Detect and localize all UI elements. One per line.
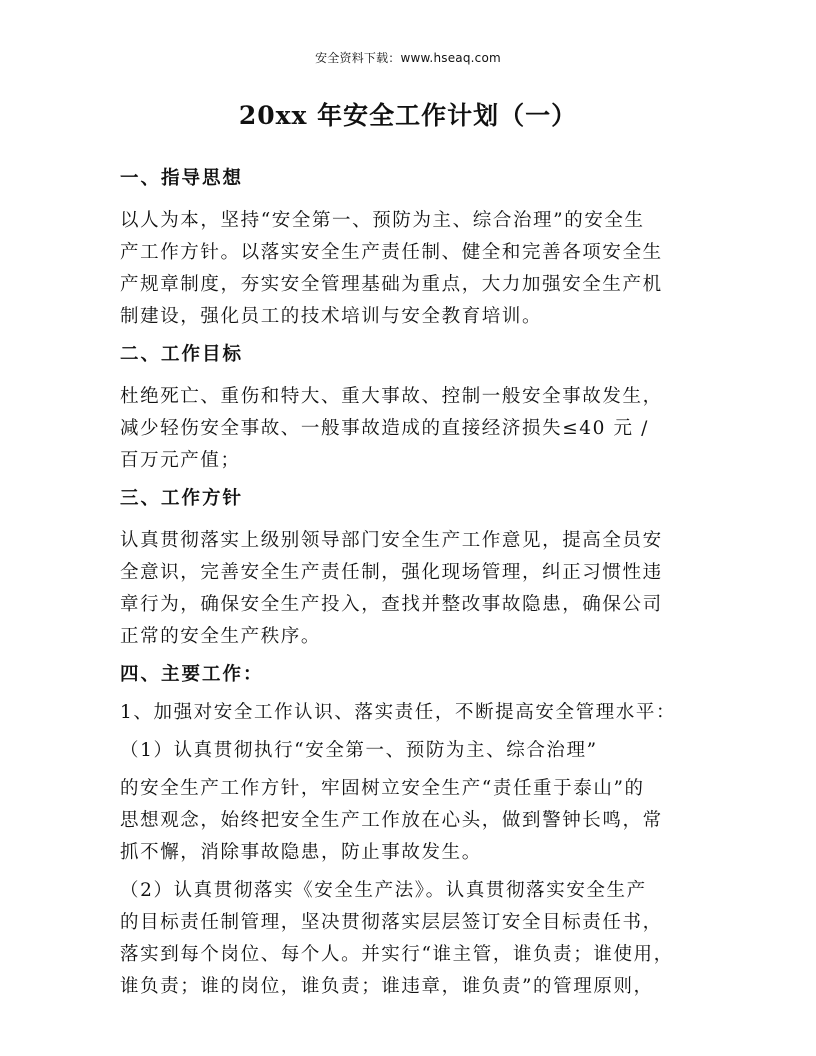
section-heading-work-policy: 三、工作方针 <box>120 488 244 509</box>
download-source-note: 安全资料下载：www.hseaq.com <box>315 51 501 65</box>
main-work-subitem-1-line: （1）认真贯彻执行“安全第一、预防为主、综合治理” <box>120 740 598 761</box>
document-title: 20xx 年安全工作计划（一） <box>238 101 578 130</box>
section-text-work-goals: 杜绝死亡、重伤和特大、重大事故、控制一般安全事故发生， 减少轻伤安全事故、一般事故造成的直接经济损失≤40 元 / 百万元产值； <box>120 386 663 471</box>
main-work-item-1: 1、加强对安全工作认识、落实责任，不断提高安全管理水平： <box>120 702 677 723</box>
document-body <box>120 163 720 1003</box>
section-text-work-policy: 认真贯彻落实上级别领导部门安全生产工作意见，提高全员安 全意识，完善安全生产责任制，强化现场管理，纠正习惯性违 章行为，确保安全生产投入，查找并整改事故隐患，确保公司 正常的安全生产秩序。 <box>120 530 663 647</box>
section-heading-work-goals: 二、工作目标 <box>120 344 244 365</box>
section-text-guiding-ideology: 以人为本，坚持“安全第一、预防为主、综合治理”的安全生 产工作方针。以落实安全生产责任制、健全和完善各项安全生 产规章制度，夯实安全管理基础为重点，大力加强安全生产机 制建设，强化员工的技术培训与安全教育培训。 <box>120 210 663 327</box>
section-heading-guiding-ideology: 一、指导思想 <box>120 168 244 189</box>
main-work-subitem-2-text: （2）认真贯彻落实《安全生产法》。认真贯彻落实安全生产 的目标责任制管理，坚决贯彻落实层层签订安全目标责任书， 落实到每个岗位、每个人。并实行“谁主管，谁负责；谁使用， 谁负责；谁的岗位，谁负责；谁违章，谁负责”的管理原则， <box>120 880 674 997</box>
main-work-subitem-1-text: 的安全生产工作方针，牢固树立安全生产“责任重于泰山”的 思想观念，始终把安全生产工作放在心头，做到警钟长鸣，常 抓不懈，消除事故隐患，防止事故发生。 <box>120 778 663 863</box>
section-heading-main-work: 四、主要工作： <box>120 664 264 685</box>
